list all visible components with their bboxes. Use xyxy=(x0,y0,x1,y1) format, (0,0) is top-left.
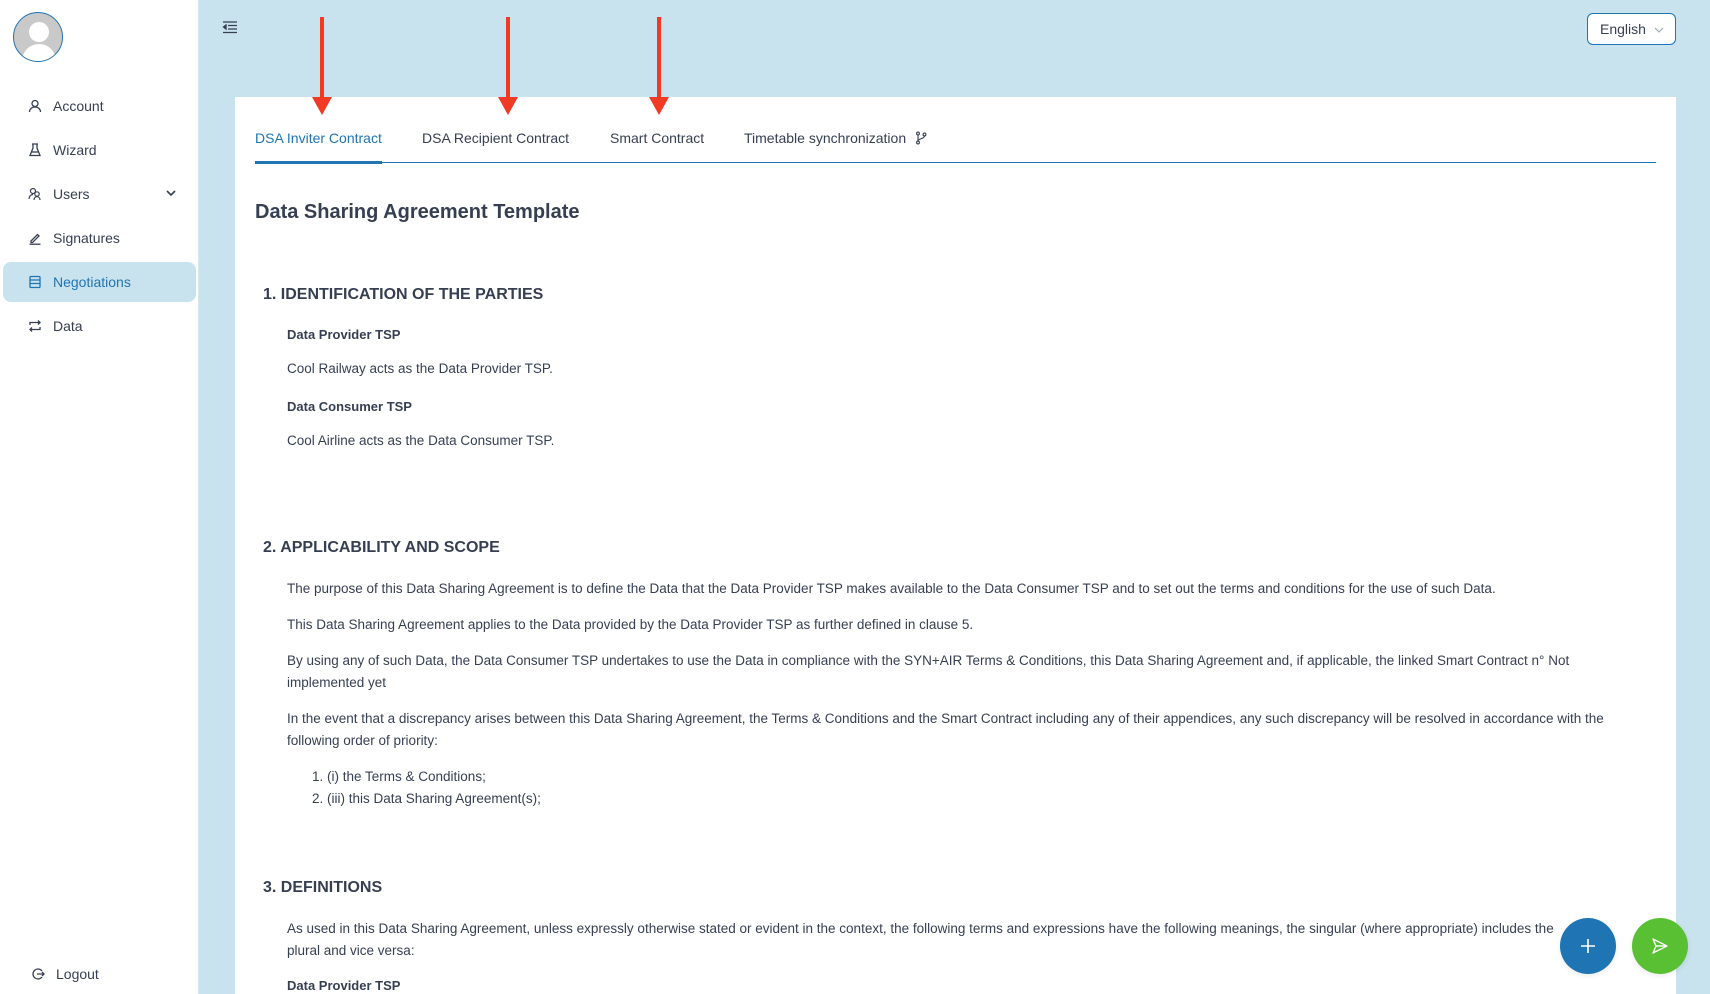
sidebar-item-users[interactable] xyxy=(3,174,196,214)
send-button[interactable] xyxy=(1632,918,1688,974)
annotation-arrow xyxy=(649,17,669,114)
subheading: Data Provider TSP xyxy=(287,327,401,342)
sidebar-item-negotiations[interactable] xyxy=(3,262,196,302)
flask-icon xyxy=(27,142,43,158)
sidebar-item-label: Wizard xyxy=(53,142,97,158)
send-icon xyxy=(1650,936,1670,956)
tab-label: DSA Recipient Contract xyxy=(422,130,570,146)
document-title: Data Sharing Agreement Template xyxy=(255,201,580,223)
annotation-arrow xyxy=(312,17,332,114)
paragraph: In the event that a discrepancy arises between this Data Sharing Agreement, the Terms & Conditions and the Smart Contract including any of their appendices, any such discrepancy will be resolved in accordance with the following order of priority: xyxy=(287,711,1604,748)
users-icon xyxy=(27,186,43,202)
sidebar-item-wizard[interactable] xyxy=(3,130,196,170)
main-panel xyxy=(235,97,1676,994)
sidebar-item-label: Data xyxy=(53,318,83,334)
paragraph: This Data Sharing Agreement applies to the Data provided by the Data Provider TSP as further defined in clause 5. xyxy=(287,617,974,632)
sidebar-item-data[interactable] xyxy=(3,306,196,346)
swap-icon xyxy=(27,318,43,334)
logout-button[interactable] xyxy=(6,954,199,994)
avatar-body-shape xyxy=(22,44,56,62)
tab-dsa-inviter-contract[interactable] xyxy=(255,130,382,146)
paragraph: By using any of such Data, the Data Consumer TSP undertakes to use the Data in compliance with the SYN+AIR Terms & Conditions, this Data Sharing Agreement and, if applicable, the linked Smart Contract n° Not implemented yet xyxy=(287,653,1570,690)
section-heading: 2. APPLICABILITY AND SCOPE xyxy=(263,539,500,556)
tab-label: Timetable synchronization xyxy=(744,130,907,146)
sidebar-item-signatures[interactable] xyxy=(3,218,196,258)
sidebar-item-account[interactable] xyxy=(3,86,196,126)
tab-smart-contract[interactable] xyxy=(610,130,704,146)
section-heading: 3. DEFINITIONS xyxy=(263,879,383,896)
sidebar-item-label: Signatures xyxy=(53,230,120,246)
logout-icon xyxy=(30,966,46,982)
contract-tabs xyxy=(255,123,1656,163)
chevron-down-icon xyxy=(1653,23,1665,35)
sidebar-item-label: Account xyxy=(53,98,104,114)
list-icon xyxy=(27,274,43,290)
logout-label: Logout xyxy=(56,966,99,982)
subheading: Data Consumer TSP xyxy=(287,399,412,414)
annotation-arrow xyxy=(498,17,518,114)
paragraph: Cool Airline acts as the Data Consumer TSP. xyxy=(287,433,555,448)
language-value: English xyxy=(1600,21,1646,37)
paragraph: The purpose of this Data Sharing Agreement is to define the Data that the Data Provider TSP makes available to the Data Consumer TSP and to set out the terms and conditions for the use of such Data. xyxy=(287,581,1496,596)
branch-icon xyxy=(914,131,928,145)
language-select[interactable] xyxy=(1587,13,1676,45)
pen-icon xyxy=(27,230,43,246)
sidebar xyxy=(0,0,199,994)
sidebar-item-label: Negotiations xyxy=(53,274,131,290)
sidebar-nav xyxy=(0,86,199,350)
user-icon xyxy=(27,98,43,114)
plus-icon xyxy=(1579,937,1597,955)
tab-label: Smart Contract xyxy=(610,130,705,146)
paragraph: As used in this Data Sharing Agreement, unless expressly otherwise stated or evident in the context, the following terms and expressions have the following meanings, the singular (where appropriate) includes the plural and vice versa: xyxy=(287,921,1554,958)
list-item: 1. (i) the Terms & Conditions; xyxy=(312,769,486,784)
section-heading: 1. IDENTIFICATION OF THE PARTIES xyxy=(263,286,544,303)
paragraph: Cool Railway acts as the Data Provider TSP. xyxy=(287,361,553,376)
avatar-head-shape xyxy=(29,22,49,42)
subheading: Data Provider TSP xyxy=(287,978,401,993)
list-item: 2. (iii) this Data Sharing Agreement(s); xyxy=(312,791,541,806)
avatar[interactable] xyxy=(13,12,63,62)
tab-label: DSA Inviter Contract xyxy=(255,130,382,146)
add-button[interactable] xyxy=(1560,918,1616,974)
tab-timetable-synchronization[interactable] xyxy=(744,130,928,146)
collapse-menu-icon[interactable] xyxy=(222,20,240,36)
sidebar-item-label: Users xyxy=(53,186,90,202)
chevron-down-icon[interactable] xyxy=(164,186,178,200)
tab-dsa-recipient-contract[interactable] xyxy=(422,130,569,146)
